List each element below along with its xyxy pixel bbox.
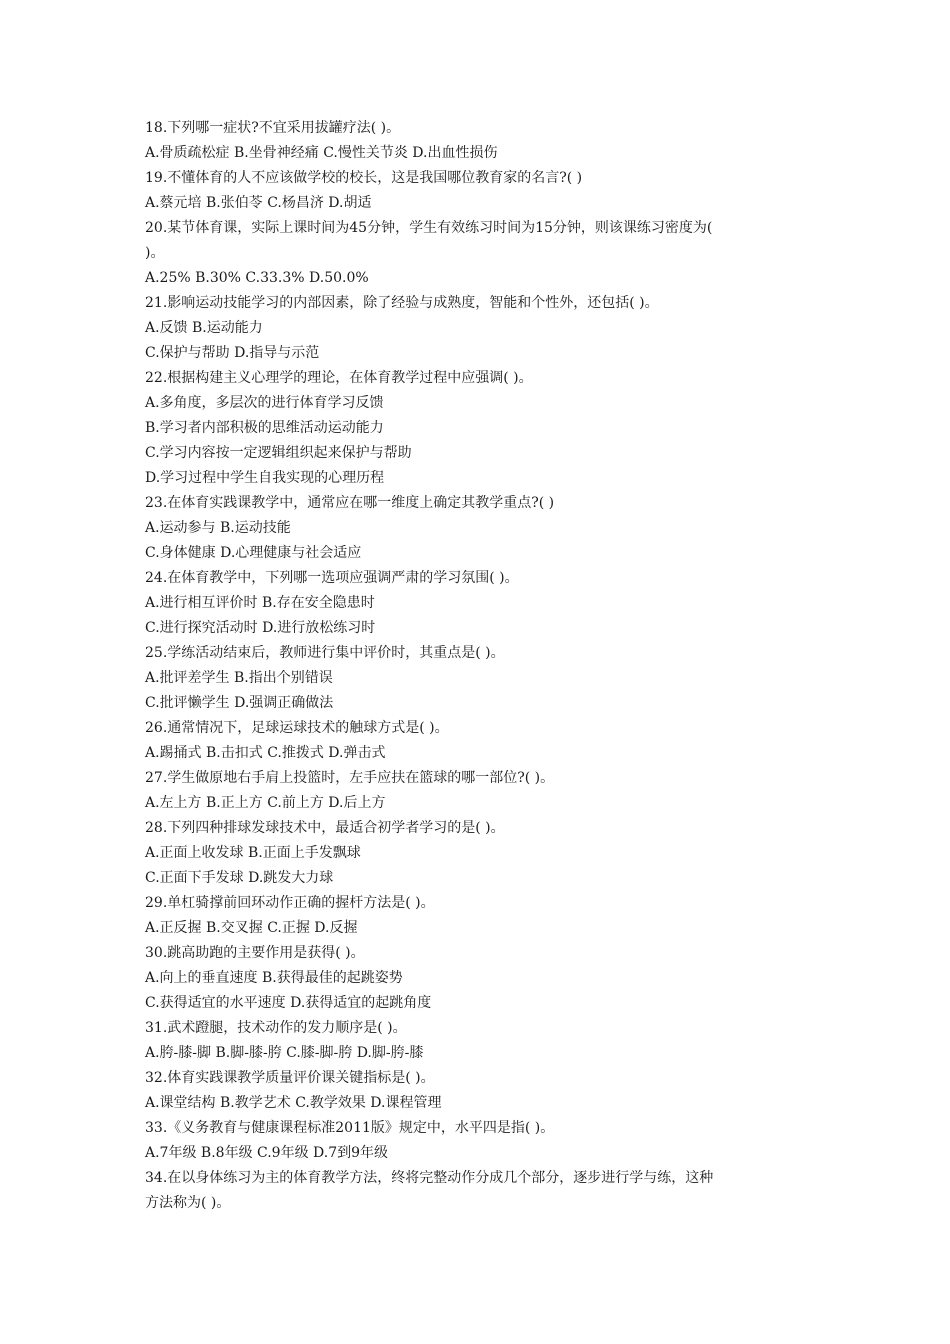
- question-34-cont: 方法称为( )。: [145, 1195, 231, 1211]
- options-23-ab: A.运动参与 B.运动技能: [145, 520, 291, 536]
- options-25-cd: C.批评懒学生 D.强调正确做法: [145, 695, 334, 711]
- options-33: A.7年级 B.8年级 C.9年级 D.7到9年级: [145, 1145, 389, 1161]
- option-22-c: C.学习内容按一定逻辑组织起来保护与帮助: [145, 445, 412, 461]
- options-23-cd: C.身体健康 D.心理健康与社会适应: [145, 545, 362, 561]
- question-25: 25.学练活动结束后，教师进行集中评价时，其重点是( )。: [145, 645, 505, 661]
- options-18: A.骨质疏松症 B.坐骨神经痛 C.慢性关节炎 D.出血性损伤: [145, 145, 498, 161]
- options-29: A.正反握 B.交叉握 C.正握 D.反握: [145, 920, 358, 936]
- option-22-b: B.学习者内部积极的思维活动运动能力: [145, 420, 384, 436]
- question-22: 22.根据构建主义心理学的理论，在体育教学过程中应强调( )。: [145, 370, 533, 386]
- options-28-cd: C.正面下手发球 D.跳发大力球: [145, 870, 334, 886]
- options-21-ab: A.反馈 B.运动能力: [145, 320, 263, 336]
- options-32: A.课堂结构 B.教学艺术 C.教学效果 D.课程管理: [145, 1095, 442, 1111]
- question-28: 28.下列四种排球发球技术中，最适合初学者学习的是( )。: [145, 820, 505, 836]
- options-31: A.胯-膝-脚 B.脚-膝-胯 C.膝-脚-胯 D.脚-胯-膝: [145, 1045, 424, 1061]
- options-19: A.蔡元培 B.张伯苓 C.杨昌济 D.胡适: [145, 195, 372, 211]
- question-21: 21.影响运动技能学习的内部因素，除了经验与成熟度，智能和个性外，还包括( )。: [145, 295, 659, 311]
- options-20: A.25% B.30% C.33.3% D.50.0%: [145, 270, 369, 286]
- question-19: 19.不懂体育的人不应该做学校的校长，这是我国哪位教育家的名言?( ): [145, 170, 583, 186]
- option-22-a: A.多角度，多层次的进行体育学习反馈: [145, 395, 384, 411]
- question-24: 24.在体育教学中，下列哪一选项应强调严肃的学习氛围( )。: [145, 570, 519, 586]
- option-22-d: D.学习过程中学生自我实现的心理历程: [145, 470, 385, 486]
- options-26: A.踢捅式 B.击扣式 C.推拨式 D.弹击式: [145, 745, 386, 761]
- document-page: [145, 116, 815, 1216]
- options-28-ab: A.正面上收发球 B.正面上手发飘球: [145, 845, 361, 861]
- options-24-cd: C.进行探究活动时 D.进行放松练习时: [145, 620, 376, 636]
- options-21-cd: C.保护与帮助 D.指导与示范: [145, 345, 320, 361]
- question-31: 31.武术蹬腿，技术动作的发力顺序是( )。: [145, 1020, 407, 1036]
- question-20: 20.某节体育课，实际上课时间为45分钟，学生有效练习时间为15分钟，则该课练习密度为(: [145, 220, 713, 236]
- options-30-cd: C.获得适宜的水平速度 D.获得适宜的起跳角度: [145, 995, 432, 1011]
- question-33: 33.《义务教育与健康课程标准2011版》规定中，水平四是指( )。: [145, 1120, 555, 1136]
- question-23: 23.在体育实践课教学中，通常应在哪一维度上确定其教学重点?( ): [145, 495, 555, 511]
- options-27: A.左上方 B.正上方 C.前上方 D.后上方: [145, 795, 386, 811]
- question-29: 29.单杠骑撑前回环动作正确的握杆方法是( )。: [145, 895, 435, 911]
- question-18: 18.下列哪一症状?不宜采用拔罐疗法( )。: [145, 120, 401, 136]
- question-30: 30.跳高助跑的主要作用是获得( )。: [145, 945, 365, 961]
- question-34: 34.在以身体练习为主的体育教学方法，终将完整动作分成几个部分，逐步进行学与练，这种: [145, 1170, 714, 1186]
- options-30-ab: A.向上的垂直速度 B.获得最佳的起跳姿势: [145, 970, 403, 986]
- question-27: 27.学生做原地右手肩上投篮时，左手应扶在篮球的哪一部位?( )。: [145, 770, 555, 786]
- question-32: 32.体育实践课教学质量评价课关键指标是( )。: [145, 1070, 435, 1086]
- question-26: 26.通常情况下，足球运球技术的触球方式是( )。: [145, 720, 449, 736]
- options-25-ab: A.批评差学生 B.指出个别错误: [145, 670, 333, 686]
- options-24-ab: A.进行相互评价时 B.存在安全隐患时: [145, 595, 375, 611]
- question-20-cont: )。: [145, 245, 165, 261]
